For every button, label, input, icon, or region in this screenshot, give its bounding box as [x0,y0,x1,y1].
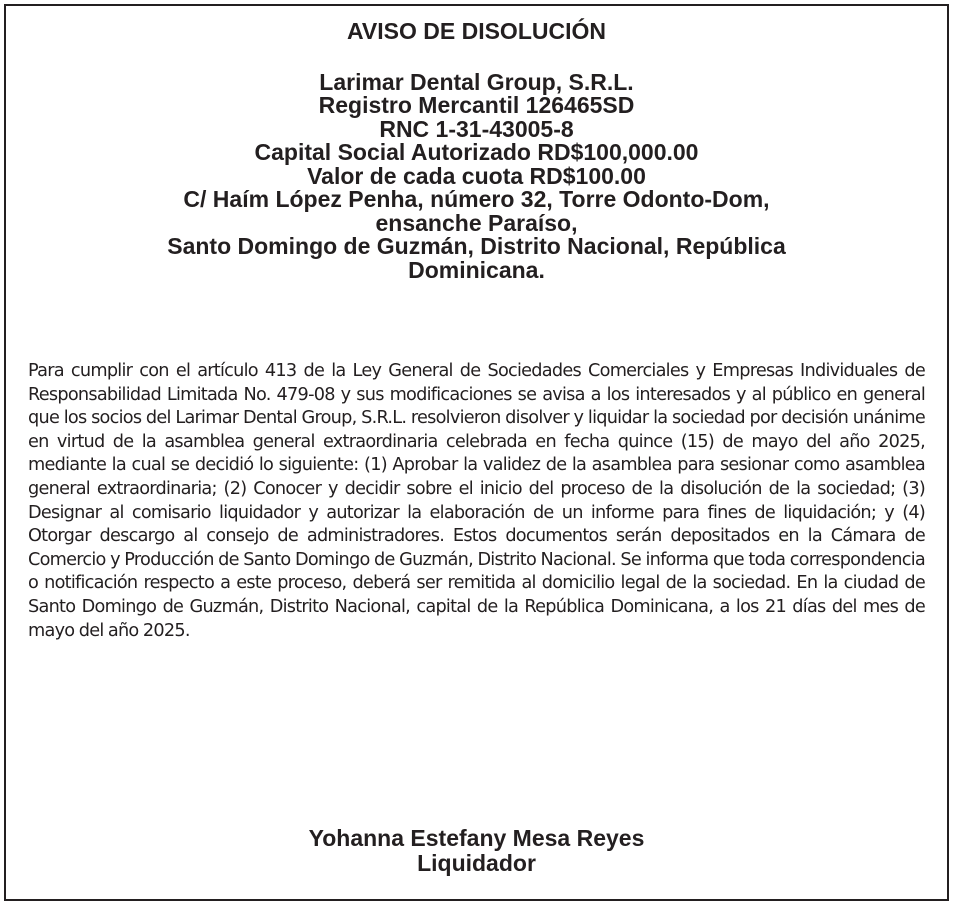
notice-body: Para cumplir con el artículo 413 de la Ley General de Sociedades Comerciales y Empresas Individuales de Responsabilidad Limitada No. 479-08 y sus modificaciones se avisa a los interesados y al público en general que los socios del Larimar Dental Group, S.R.L. resolvieron disolver y liquidar la sociedad por decisión unánime en virtud de la asamblea general extraordinaria celebrada en fecha quince (15) de mayo del año 2025, mediante la cual se decidió lo siguiente: (1) Aprobar la validez de la asamblea para sesionar como asamblea general extraordinaria; (2) Conocer y decidir sobre el inicio del proceso de la disolución de la sociedad; (3) Designar al comisario liquidador y autorizar la elaboración de un informe para fines de liquidación; y (4) Otorgar descargo al consejo de administradores. Estos documentos serán depositados en la Cámara de Comercio y Producción de Santo Domingo de Guzmán, Distrito Nacional. Se informa que toda correspondencia o notificación respecto a este proceso, deberá ser remitida al domicilio legal de la sociedad. En la ciudad de Santo Domingo de Guzmán, Distrito Nacional, capital de la República Dominicana, a los 21 días del mes de mayo del año 2025. [28,361,925,641]
address-line-1: C/ Haím López Penha, número 32, Torre Odonto-Dom, [183,186,770,212]
signer-name: Yohanna Estefany Mesa Reyes [308,825,645,851]
authorized-capital: Capital Social Autorizado RD$100,000.00 [254,139,699,165]
share-value: Valor de cada cuota RD$100.00 [307,162,646,189]
company-name: Larimar Dental Group, S.R.L. [319,68,634,95]
mercantile-registry: Registro Mercantil 126465SD [318,92,635,118]
notice-title: AVISO DE DISOLUCIÓN [347,18,606,44]
address-line-2: ensanche Paraíso, [375,209,578,236]
address-line-3: Santo Domingo de Guzmán, Distrito Nacional, República [167,233,786,259]
signature-block [6,826,947,876]
notice-frame [4,4,949,901]
header-spacer [6,44,947,71]
signer-role: Liquidador [417,850,536,876]
rnc-number: RNC 1-31-43005-8 [379,115,574,142]
address-line-4: Dominicana. [408,256,545,283]
notice-header [6,20,947,282]
